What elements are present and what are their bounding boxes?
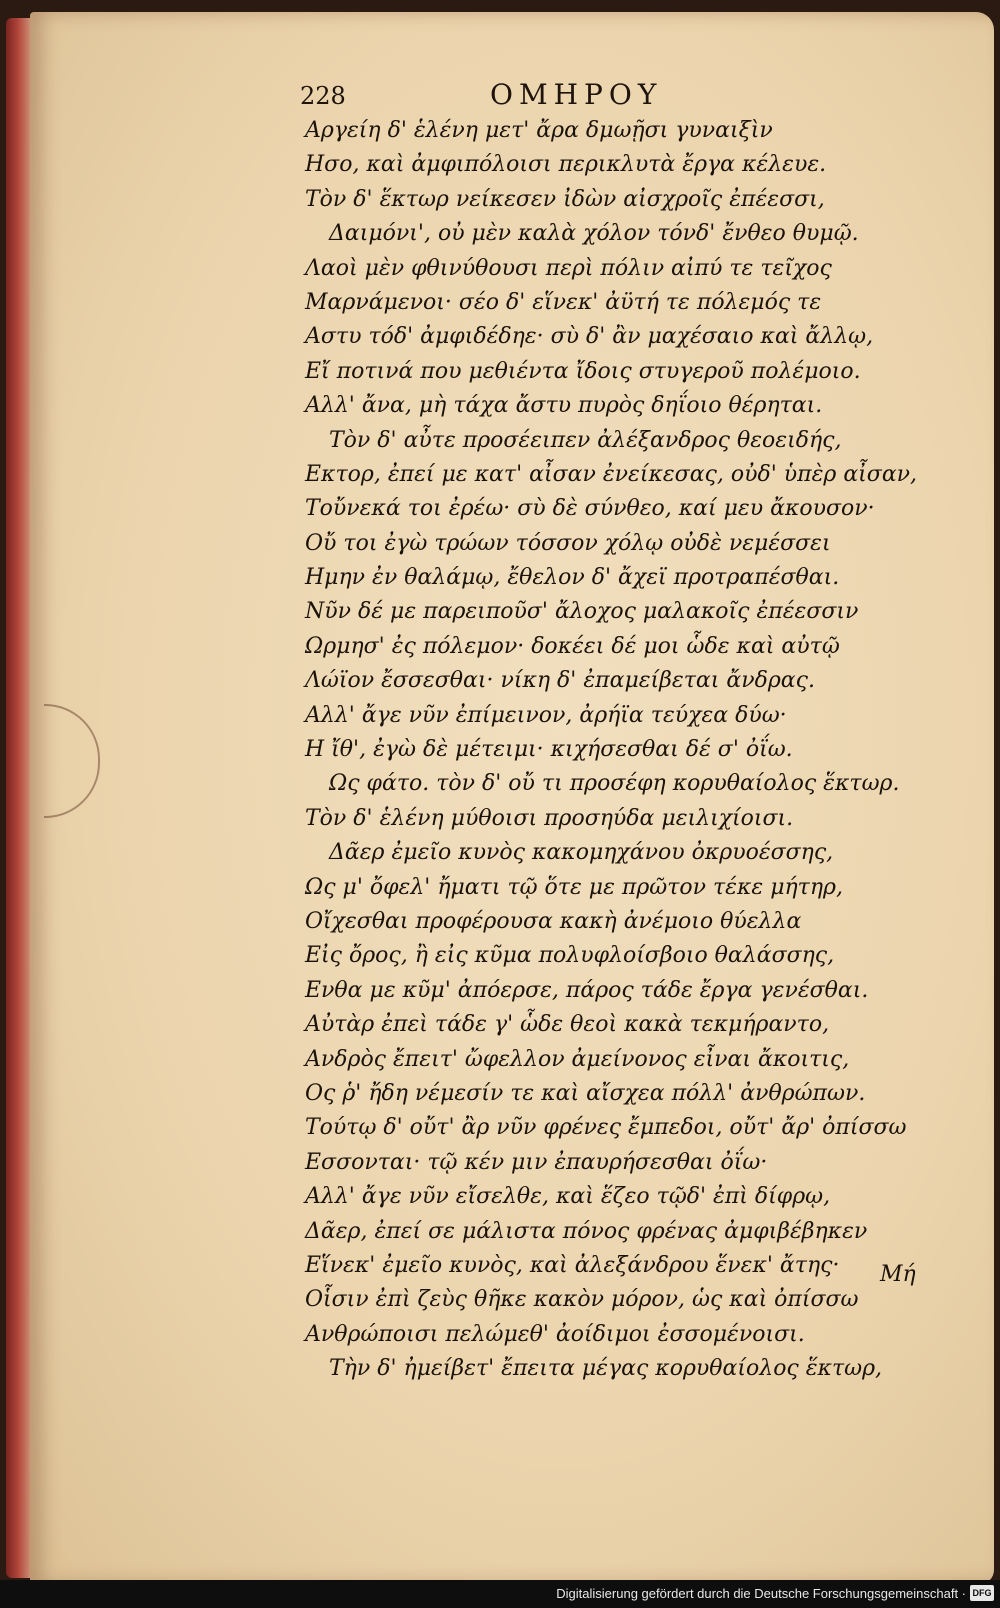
verse-line: Νῦν δέ με παρειποῦσ' ἄλοχος μαλακοῖς ἐπέεσσιν	[305, 599, 859, 625]
verse-line: Ως φάτο. τὸν δ' οὔ τι προσέφη κορυθαίολος ἕκτωρ.	[329, 771, 900, 797]
verse-line: Τὴν δ' ἠμείβετ' ἔπειτα μέγας κορυθαίολος ἕκτωρ,	[329, 1356, 883, 1382]
verse-line: Ενθα με κῦμ' ἀπόερσε, πάρος τάδε ἔργα γενέσθαι.	[305, 977, 869, 1003]
verse-line: Δᾶερ, ἐπεί σε μάλιστα πόνος φρένας ἀμφιβέβηκεν	[305, 1218, 868, 1244]
verse-line: Εἴ ποτινά που μεθιέντα ἴδοις στυγεροῦ πολέμοιο.	[305, 358, 861, 384]
verse-block	[305, 114, 918, 1386]
verse-line: Οἴχεσθαι προφέρουσα κακὴ ἀνέμοιο θύελλα	[305, 908, 802, 934]
verse-line: Ημην ἐν θαλάμῳ, ἔθελον δ' ἄχεϊ προτραπέσθαι.	[305, 565, 840, 591]
verse-line: Εσσονται· τῷ κέν μιν ἐπαυρήσεσθαι ὀΐω·	[305, 1149, 768, 1175]
verse-line: Τὸν δ' ἕκτωρ νείκεσεν ἰδὼν αἰσχροῖς ἐπέεσσι,	[305, 186, 825, 212]
dfg-logo: DFG	[970, 1585, 994, 1601]
verse-line: Ησο, καὶ ἀμφιπόλοισι περικλυτὰ ἔργα κέλευε.	[305, 152, 827, 178]
verse-line: Εἵνεκ' ἐμεῖο κυνὸς, καὶ ἀλεξάνδρου ἕνεκ' ἄτης·	[305, 1252, 840, 1278]
verse-line: Οἷσιν ἐπὶ ζεὺς θῆκε κακὸν μόρον, ὡς καὶ ὀπίσσω	[305, 1287, 859, 1313]
running-title: ΟΜΗΡΟΥ	[490, 78, 663, 111]
verse-line: Αλλ' ἄγε νῦν εἴσελθε, καὶ ἕζεο τῷδ' ἐπὶ δίφρῳ,	[305, 1184, 831, 1210]
verse-line: Η ἴθ', ἐγὼ δὲ μέτειμι· κιχήσεσθαι δέ σ' ὀΐω.	[305, 737, 793, 763]
verse-line: Αστυ τόδ' ἀμφιδέδηε· σὺ δ' ἂν μαχέσαιο καὶ ἄλλῳ,	[305, 324, 874, 350]
funding-credit: Digitalisierung gefördert durch die Deutsche Forschungsgemeinschaft ·	[556, 1586, 966, 1601]
verse-line: Αὐτὰρ ἐπεὶ τάδε γ' ὧδε θεοὶ κακὰ τεκμήραντο,	[305, 1012, 830, 1038]
verse-line: Αργείη δ' ἑλένη μετ' ἄρα δμωῇσι γυναιξὶν	[305, 118, 773, 143]
verse-line: Ωρμησ' ἐς πόλεμον· δοκέει δέ μοι ὧδε καὶ αὐτῷ	[305, 633, 840, 659]
verse-line: Μαρνάμενοι· σέο δ' εἵνεκ' ἀϋτή τε πόλεμός τε	[305, 289, 822, 315]
verse-line: Αλλ' ἄγε νῦν ἐπίμεινον, ἀρήϊα τεύχεα δύω·	[305, 702, 787, 728]
verse-line: Οὔ τοι ἐγὼ τρώων τόσσον χόλῳ οὐδὲ νεμέσσει	[305, 530, 831, 556]
verse-line: Τοὔνεκά τοι ἐρέω· σὺ δὲ σύνθεο, καί μευ ἄκουσον·	[305, 496, 875, 522]
verse-line: Τούτῳ δ' οὔτ' ἂρ νῦν φρένες ἔμπεδοι, οὔτ' ἄρ' ὀπίσσω	[305, 1115, 907, 1141]
verse-line: Ως μ' ὄφελ' ἤματι τῷ ὅτε με πρῶτον τέκε μήτηρ,	[305, 874, 843, 900]
verse-line: Εἰς ὄρος, ἢ εἰς κῦμα πολυφλοίσβοιο θαλάσσης,	[305, 943, 835, 969]
digitization-footer	[0, 1580, 1000, 1608]
verse-line: Ος ῥ' ἤδη νέμεσίν τε καὶ αἴσχεα πόλλ' ἀνθρώπων.	[305, 1080, 866, 1106]
verse-line: Λαοὶ μὲν φθινύθουσι περὶ πόλιν αἰπύ τε τεῖχος	[305, 255, 832, 281]
verse-line: Ανθρώποισι πελώμεθ' ἀοίδιμοι ἐσσομένοισι.	[305, 1321, 805, 1347]
verse-line: Τὸν δ' αὖτε προσέειπεν ἀλέξανδρος θεοειδής,	[329, 427, 842, 453]
page-number: 228	[300, 82, 346, 110]
verse-line: Δαιμόνι', οὐ μὲν καλὰ χόλον τόνδ' ἔνθεο θυμῷ.	[329, 221, 859, 247]
verse-line: Εκτορ, ἐπεί με κατ' αἶσαν ἐνείκεσας, οὐδ' ὑπὲρ αἶσαν,	[305, 461, 918, 487]
verse-line: Δᾶερ ἐμεῖο κυνὸς κακομηχάνου ὀκρυοέσσης,	[329, 840, 834, 866]
catchword: Μή	[880, 1262, 916, 1287]
page-header	[300, 78, 900, 118]
verse-line: Αλλ' ἄνα, μὴ τάχα ἄστυ πυρὸς δηΐοιο θέρηται.	[305, 393, 823, 419]
clasp-impression	[44, 704, 100, 818]
verse-line: Λώϊον ἔσσεσθαι· νίκη δ' ἐπαμείβεται ἄνδρας.	[305, 668, 815, 694]
verse-line: Ανδρὸς ἔπειτ' ὤφελλον ἀμείνονος εἶναι ἄκοιτις,	[305, 1046, 850, 1072]
verse-line: Τὸν δ' ἑλένη μύθοισι προσηύδα μειλιχίοισι.	[305, 805, 794, 831]
